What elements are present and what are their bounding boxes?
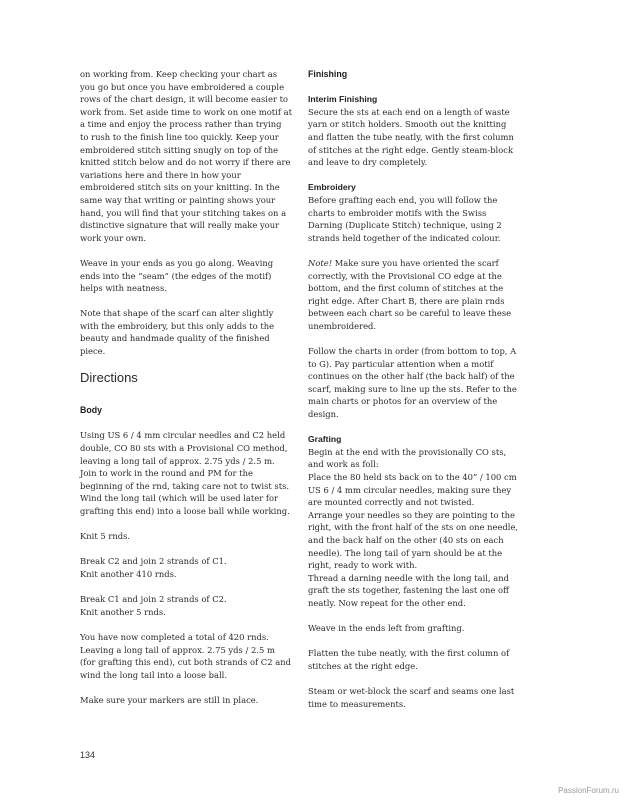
grafting-step-3: Arrange your needles so they are pointing to the right, with the front half of the sts on one needle, and the back half on the other (40 sts on each needle). The long tail of yarn should be at the right, ready to work with. — [308, 509, 519, 571]
grafting-step-1: Begin at the end with the provisionally CO sts, and work as foll: — [308, 446, 507, 470]
break-c1-line: Break C1 and join 2 strands of C2. — [80, 594, 227, 605]
note-paragraph — [308, 257, 520, 333]
knit-another-5-line: Knit another 5 rnds. — [80, 606, 166, 617]
flatten-paragraph: Flatten the tube neatly, with the first column of stitches at the right edge. — [308, 648, 510, 671]
finishing-heading: Finishing — [308, 69, 348, 79]
grafting-heading: Grafting — [308, 434, 342, 445]
completed-paragraph: You have now completed a total of 420 rnds. Leaving a long tail of approx. 2.75 yds / 2.5 m (for grafting this end), cut both strands of C2 and wind the long tail into a loose ball. — [80, 631, 291, 680]
page-number: 134 — [80, 750, 96, 760]
right-column — [308, 68, 520, 723]
weave-ends-paragraph: Weave in the ends left from grafting. — [308, 623, 465, 634]
note-label: Note! — [308, 257, 333, 268]
steam-paragraph: Steam or wet-block the scarf and seams one last time to measurements. — [308, 686, 515, 709]
grafting-step-4: Thread a darning needle with the long tail, and graft the sts together, fastening the last one off neatly. Now repeat for the other end. — [308, 572, 509, 608]
shape-note-paragraph: Note that shape of the scarf can alter slightly with the embroidery, but this only adds to the beauty and handmade quality of the finished piece. — [80, 308, 275, 357]
interim-finishing-heading: Interim Finishing — [308, 94, 378, 105]
directions-heading: Directions — [80, 370, 138, 386]
watermark: PassionForum.ru — [558, 786, 619, 795]
weave-paragraph: Weave in your ends as you go along. Weaving ends into the “seam” (the edges of the motif) helps with neatness. — [80, 257, 274, 294]
interim-finishing-paragraph: Secure the sts at each end on a length of waste yarn or stitch holders. Smooth out the knitting and flatten the tube neatly, with the first column of stitches at the right edge. Gently steam-block and leave to dry completely. — [308, 106, 514, 168]
body-heading: Body — [80, 405, 102, 416]
body-paragraph: Using US 6 / 4 mm circular needles and C2 held double, CO 80 sts with a Provisional CO method, leaving a long tail of approx. 2.75 yds / 2.5 m. Join to work in the round and PM for the beginning of the rnd, taking care not to twist sts. Wind the long tail (which will be used later for grafting this end) into a loose ball while working. — [80, 430, 290, 516]
break-c2-line: Break C2 and join 2 strands of C1. — [80, 556, 227, 567]
embroidery-paragraph: Before grafting each end, you will follow the charts to embroider motifs with the Swiss Darning (Duplicate Stitch) technique, using 2 strands held together of the indicated colour. — [308, 194, 502, 243]
grafting-step-2: Place the 80 held sts back on to the 40” / 100 cm US 6 / 4 mm circular needles, making sure they are mounted correctly and not twisted. — [308, 472, 517, 508]
intro-paragraph: on working from. Keep checking your chart as you go but once you have embroidered a couple rows of the chart design, it will become easier to work from. Set aside time to work on one motif at a time and enjoy the process rather than trying to rush to the finish line too quickly. Keep your embroidered stitch sitting snugly on top of the knitted stitch below and do not worry if there are variations here and there in how your embroidered stitch sits on your knitting. In the same way that writing or painting shows your hand, you will find that your stitching takes on a distinctive signature that will really make your work your own. — [80, 69, 292, 243]
follow-charts-paragraph: Follow the charts in order (from bottom to top, A to G). Pay particular attention when a motif continues on the other half (the back half) of the scarf, making sure to line up the sts. Refer to the main charts or photos for an overview of the design. — [308, 346, 517, 420]
embroidery-heading: Embroidery — [308, 182, 356, 193]
note-text: Make sure you have oriented the scarf correctly, with the Provisional CO edge at the bottom, and the first column of stitches at the right edge. After Chart B, there are plain rnds between each chart so be careful to leave these unembroidered. — [308, 257, 512, 331]
knit-5-paragraph: Knit 5 rnds. — [80, 531, 131, 542]
markers-paragraph: Make sure your markers are still in place. — [80, 694, 259, 705]
knit-410-line: Knit another 410 rnds. — [80, 568, 177, 579]
left-column — [80, 68, 292, 719]
